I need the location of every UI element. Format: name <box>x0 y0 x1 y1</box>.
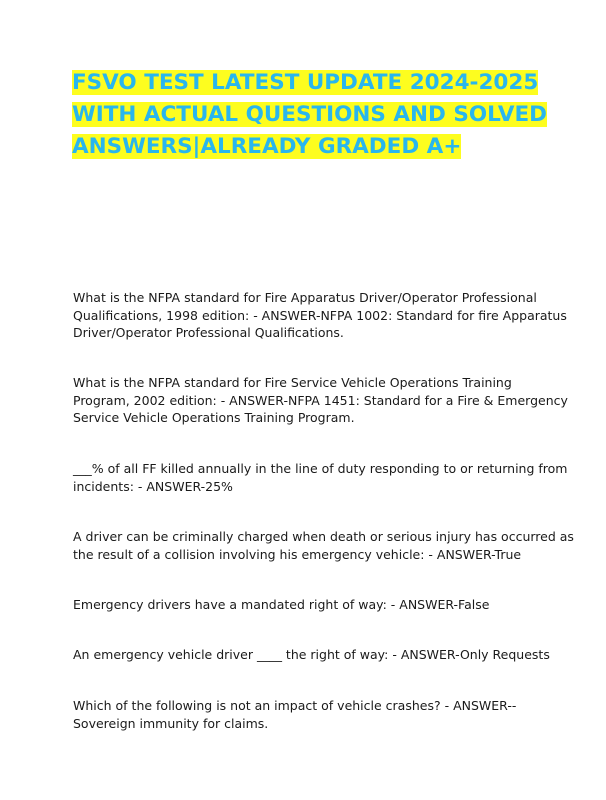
qa-text-line: Sovereign immunity for claims. <box>73 715 269 731</box>
title-line-text: WITH ACTUAL QUESTIONS AND SOLVED <box>72 102 548 127</box>
qa-item <box>73 289 567 342</box>
qa-item <box>73 697 543 732</box>
qa-text-line: Emergency drivers have a mandated right of way: - ANSWER-False <box>73 597 490 612</box>
qa-text-line: Which of the following is not an impact of vehicle crashes? - ANSWER-- <box>73 698 517 713</box>
qa-item <box>73 528 574 563</box>
qa-item <box>73 460 568 495</box>
qa-text-line: Qualifications, 1998 edition: - ANSWER-NFPA 1002: Standard for fire Apparatus <box>73 307 567 323</box>
qa-text-line: Service Vehicle Operations Training Program. <box>73 410 355 425</box>
qa-text-line: incidents: - ANSWER-25% <box>73 478 233 494</box>
title-line <box>72 99 548 131</box>
qa-text-line: A driver can be criminally charged when death or serious injury has occurred as <box>73 529 574 544</box>
qa-text-line: What is the NFPA standard for Fire Apparatus Driver/Operator Professional <box>73 290 537 305</box>
qa-item <box>73 646 550 664</box>
title-line <box>72 131 542 163</box>
qa-item <box>73 374 568 427</box>
qa-text-line: Driver/Operator Professional Qualifications. <box>73 325 344 340</box>
qa-text-line: An emergency vehicle driver ____ the right of way: - ANSWER-Only Requests <box>73 647 550 662</box>
title-line-text: FSVO TEST LATEST UPDATE 2024-2025 <box>72 70 539 95</box>
qa-item <box>73 596 543 614</box>
qa-text-line: the result of a collision involving his emergency vehicle: - ANSWER-True <box>73 546 522 562</box>
document-title <box>72 67 548 163</box>
qa-text-line: ___% of all FF killed annually in the line of duty responding to or returning from <box>73 461 568 476</box>
title-line <box>72 67 542 99</box>
qa-text-line: What is the NFPA standard for Fire Service Vehicle Operations Training <box>73 375 512 390</box>
title-line-text: ANSWERS|ALREADY GRADED A+ <box>72 134 462 159</box>
qa-text-line: Program, 2002 edition: - ANSWER-NFPA 1451: Standard for a Fire & Emergency <box>73 392 568 408</box>
